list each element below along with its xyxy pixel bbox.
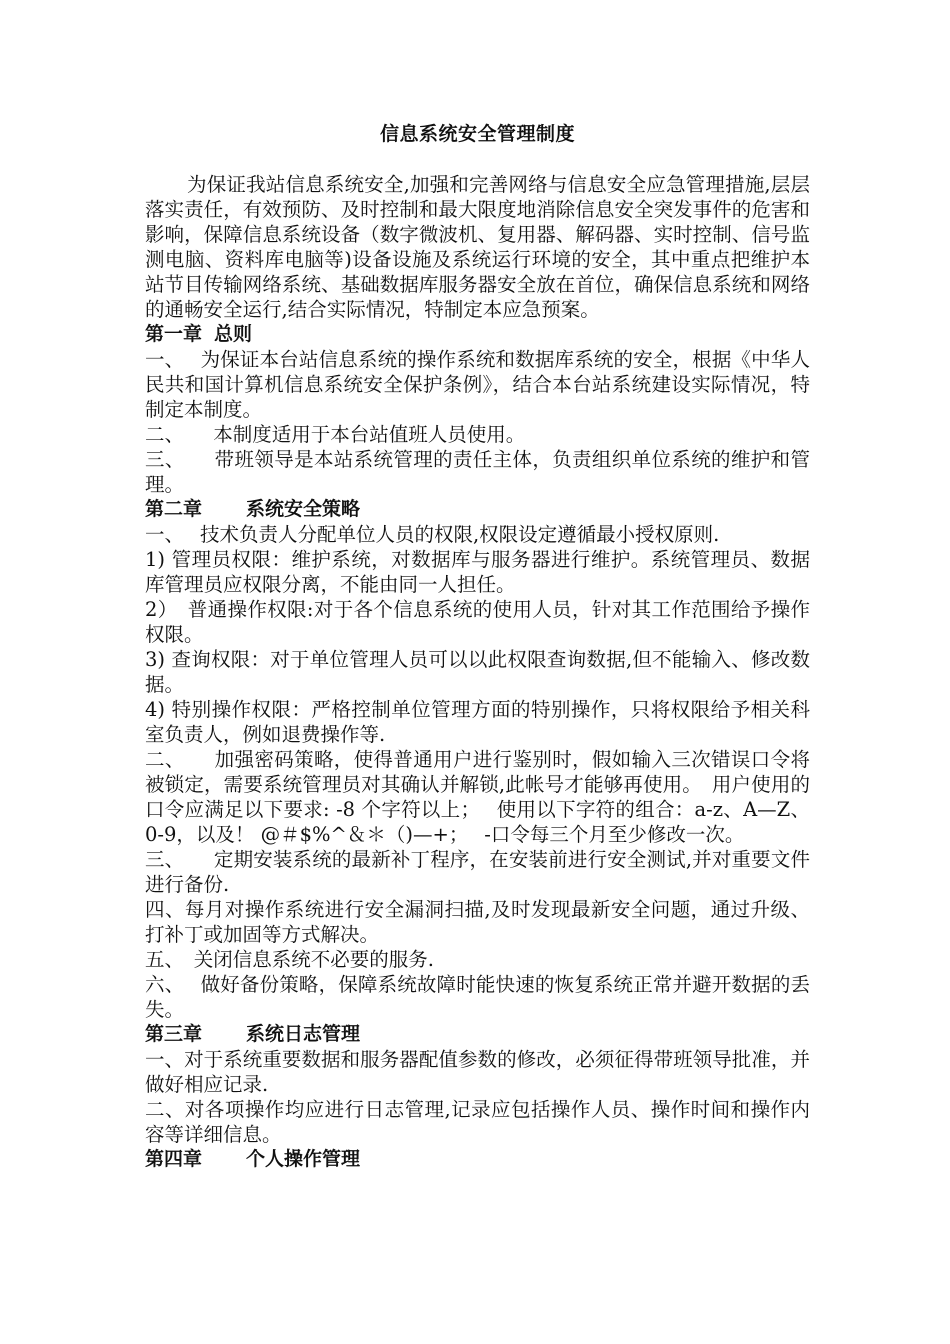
chapter-1-item-1: 一、 为保证本台站信息系统的操作系统和数据库系统的安全，根据《中华人民共和国计算机信息系统安全保护条例》，结合本台站系统建设实际情况，特制定本制度。 [145, 348, 810, 421]
chapter-4-heading [145, 1147, 810, 1172]
chapter-2-item-2: 1) 管理员权限：维护系统，对数据库与服务器进行维护。系统管理员、数据库管理员应权限分离，不能由同一人担任。 [145, 548, 810, 596]
chapter-2-item-5: 4) 特别操作权限：严格控制单位管理方面的特别操作，只将权限给予相关科室负责人，例如退费操作等. [145, 698, 810, 746]
chapter-title: 系统日志管理 [246, 1023, 361, 1045]
chapter-1-item-3: 三、 带班领导是本站系统管理的责任主体，负责组织单位系统的维护和管理。 [145, 448, 810, 496]
chapter-1-heading [145, 322, 810, 347]
chapter-3-heading [145, 1022, 810, 1047]
intro-paragraph: 为保证我站信息系统安全,加强和完善网络与信息安全应急管理措施,层层落实责任，有效预防、及时控制和最大限度地消除信息安全突发事件的危害和影响，保障信息系统设备（数字微波机、复用器、解码器、实时控制、信号监测电脑、资料库电脑等)设备设施及系统运行环境的安全，其中重点把维护本站节目传输网络系统、基础数据库服务器安全放在首位，确保信息系统和网络的通畅安全运行,结合实际情况，特制定本应急预案。 [145, 173, 810, 321]
chapter-3-item-1: 一、对于系统重要数据和服务器配值参数的修改，必须征得带班领导批准，并做好相应记录. [145, 1048, 810, 1096]
chapter-title: 总则 [214, 323, 253, 345]
chapter-title: 系统安全策略 [246, 498, 361, 520]
document-page [145, 120, 810, 1172]
chapter-2-item-1: 一、 技术负责人分配单位人员的权限,权限设定遵循最小授权原则. [145, 523, 720, 546]
chapter-2-heading [145, 497, 810, 522]
chapter-2-item-10: 六、 做好备份策略，保障系统故障时能快速的恢复系统正常并避开数据的丢失。 [145, 973, 810, 1021]
chapter-number: 第三章 [145, 1023, 203, 1045]
chapter-2-item-6: 二、 加强密码策略，使得普通用户进行鉴别时，假如输入三次错误口令将被锁定，需要系统管理员对其确认并解锁,此帐号才能够再使用。 用户使用的口令应满足以下要求: -8 个字符以上； 使用以下字符的组合：a-z、A—Z、0-9，以及！ @＃$%^＆＊（)—+； -口令每三个月至少修改一次。 [145, 748, 810, 846]
chapter-number: 第二章 [145, 498, 203, 520]
chapter-1-item-2: 二、 本制度适用于本台站值班人员使用。 [145, 423, 526, 446]
document-title: 信息系统安全管理制度 [379, 123, 575, 145]
chapter-number: 第四章 [145, 1148, 203, 1170]
chapter-2-item-9: 五、 关闭信息系统不必要的服务. [145, 948, 434, 971]
chapter-2-item-4: 3) 查询权限：对于单位管理人员可以以此权限查询数据,但不能输入、修改数据。 [145, 648, 810, 696]
chapter-number: 第一章 [145, 323, 203, 345]
chapter-2-item-8: 四、每月对操作系统进行安全漏洞扫描,及时发现最新安全问题，通过升级、打补丁或加固等方式解决。 [145, 898, 810, 946]
chapter-3-item-2: 二、对各项操作均应进行日志管理,记录应包括操作人员、操作时间和操作内容等详细信息。 [145, 1098, 810, 1146]
chapter-2-item-3: 2） 普通操作权限:对于各个信息系统的使用人员，针对其工作范围给予操作权限。 [145, 598, 810, 646]
chapter-2-item-7: 三、 定期安装系统的最新补丁程序，在安装前进行安全测试,并对重要文件进行备份. [145, 848, 810, 896]
chapter-title: 个人操作管理 [246, 1148, 361, 1170]
